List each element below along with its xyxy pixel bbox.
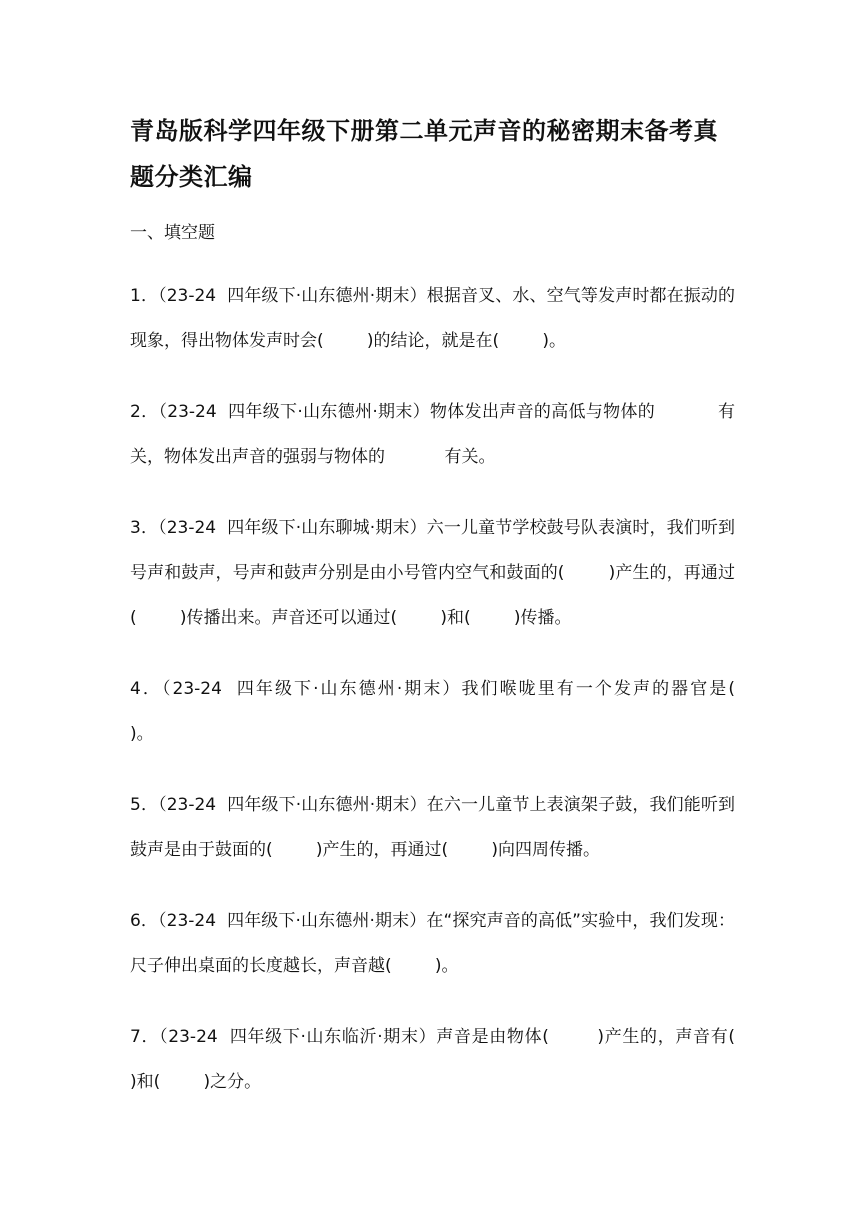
section-heading-fill-in-blank: 一、填空题 <box>130 223 215 243</box>
question-2: 2．（23-24 四年级下·山东德州·期末）物体发出声音的高低与物体的 有关，物体发出声音的强弱与物体的 有关。 <box>130 402 735 467</box>
document-title: 青岛版科学四年级下册第二单元声音的秘密期末备考真题分类汇编 <box>130 117 718 191</box>
question-4: 4．（23-24 四年级下·山东德州·期末）我们喉咙里有一个发声的器官是( )。 <box>130 679 779 744</box>
question-6: 6．（23-24 四年级下·山东德州·期末）在“探究声音的高低”实验中，我们发现：尺子伸出桌面的长度越长，声音越( )。 <box>130 911 735 976</box>
question-5: 5．（23-24 四年级下·山东德州·期末）在六一儿童节上表演架子鼓，我们能听到鼓声是由于鼓面的( )产生的，再通过( )向四周传播。 <box>130 795 735 860</box>
question-1: 1．（23-24 四年级下·山东德州·期末）根据音叉、水、空气等发声时都在振动的现象，得出物体发声时会( )的结论，就是在( )。 <box>130 286 735 351</box>
question-3: 3．（23-24 四年级下·山东聊城·期末）六一儿童节学校鼓号队表演时，我们听到号声和鼓声，号声和鼓声分别是由小号管内空气和鼓面的( )产生的，再通过( )传播出来。声音还可以通过( )和( )传播。 <box>130 518 735 628</box>
document-content <box>130 108 779 1131</box>
question-7: 7．（23-24 四年级下·山东临沂·期末）声音是由物体( )产生的，声音有( )和( )之分。 <box>130 1027 779 1092</box>
